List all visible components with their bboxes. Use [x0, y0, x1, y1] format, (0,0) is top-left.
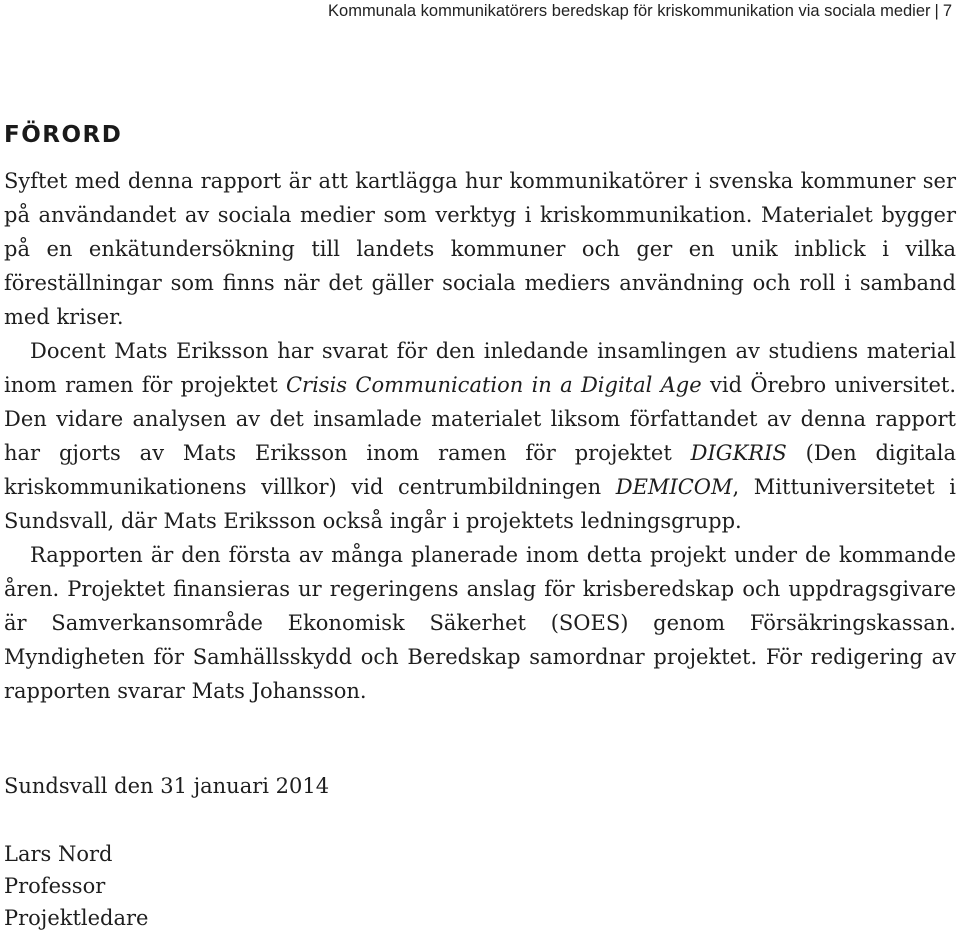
section-title: FÖRORD	[4, 122, 123, 148]
header-title: Kommunala kommunikatörers beredskap för kriskommunikation via sociala medier	[328, 2, 931, 20]
running-header	[328, 2, 952, 21]
signature-position: Professor	[4, 874, 106, 898]
header-separator: |	[934, 2, 939, 20]
paragraph-1: Syftet med denna rapport är att kartlägga hur kommunikatörer i svenska kommuner ser på användandet av sociala medier som verktyg i kriskommunikation. Materialet bygger på en enkätundersökning till landets kommuner och ger en unik inblick i vilka föreställningar som finns när det gäller sociala mediers användning och roll i samband med kriser.	[4, 169, 956, 329]
page-number: 7	[942, 2, 952, 20]
paragraph-2-text-3: (Den digitala kriskommunikationens villkor) vid centrumbildningen	[4, 441, 956, 499]
signature-block	[4, 838, 149, 934]
centre-name-demicom: DEMICOM	[615, 475, 733, 499]
paragraph-2-text-1: Docent Mats Eriksson har svarat för den inledande insamlingen av studiens material inom ramen för projektet	[4, 339, 956, 397]
foreword-body	[4, 164, 956, 708]
signature-name: Lars Nord	[4, 842, 113, 866]
paragraph-3: Rapporten är den första av många planerade inom detta projekt under de kommande åren. Projektet finansieras ur regeringens anslag för krisberedskap och uppdragsgivare är Samverkansområde Ekonomisk Säkerhet (SOES) genom Försäkringskassan. Myndigheten för Samhällsskydd och Beredskap samordnar projektet. För redigering av rapporten svarar Mats Johansson.	[4, 543, 956, 703]
dateline: Sundsvall den 31 januari 2014	[4, 774, 330, 798]
paragraph-2	[4, 334, 956, 538]
paragraph-2-text-4: , Mittuniversitetet i Sundsvall, där Mats Eriksson också ingår i projektets ledningsgrupp.	[4, 475, 956, 533]
signature-role: Projektledare	[4, 906, 149, 930]
paragraph-2-text-2: vid Örebro universitet. Den vidare analysen av det insamlade materialet liksom författandet av denna rapport har gjorts av Mats Eriksson inom ramen för projektet	[4, 373, 956, 465]
project-name-crisis-communication: Crisis Communication in a Digital Age	[285, 373, 702, 397]
project-name-digkris: DIGKRIS	[690, 441, 787, 465]
